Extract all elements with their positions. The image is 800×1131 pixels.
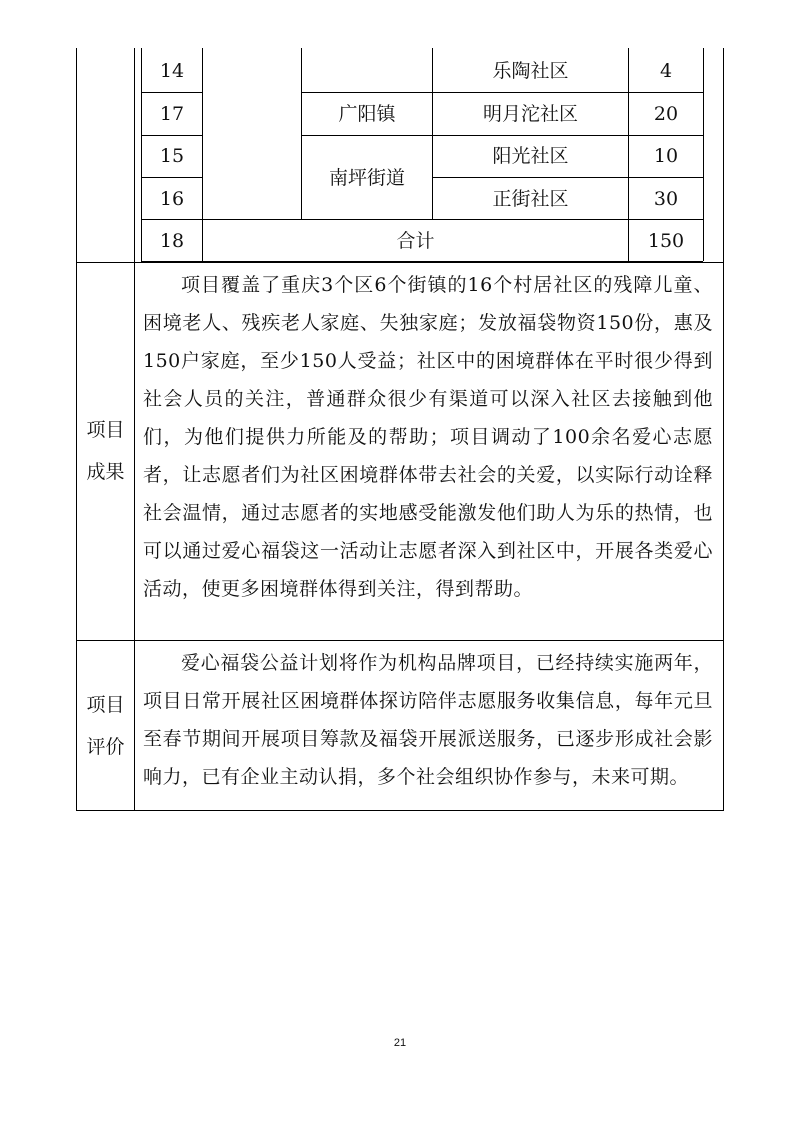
- table-border: [141, 219, 703, 220]
- table-border: [141, 135, 202, 136]
- table-border: [301, 135, 703, 136]
- table-border: [703, 48, 704, 261]
- table-border: [134, 48, 135, 810]
- count-cell: 10: [653, 145, 679, 167]
- community-cell: 明月沱社区: [482, 103, 578, 125]
- table-border: [301, 48, 302, 219]
- count-cell: 4: [659, 60, 673, 82]
- results-label: [77, 409, 134, 493]
- total-row-number: 18: [159, 230, 185, 252]
- row-number: 17: [159, 103, 185, 125]
- table-border: [76, 810, 724, 811]
- town-cell: 南坪街道: [328, 167, 405, 189]
- row-number: 14: [159, 60, 185, 82]
- evaluation-label-line1: 项目: [86, 694, 125, 716]
- page-number: 21: [393, 1037, 407, 1049]
- table-border: [76, 640, 724, 641]
- total-count: 150: [647, 230, 685, 252]
- results-paragraph: 项目覆盖了重庆3个区6个街镇的16个村居社区的残障儿童、困境老人、残疾老人家庭、失独家庭；发放福袋物资150份，惠及150户家庭，至少150人受益；社区中的困境群体在平时很少得到社会人员的关注，普通群众很少有渠道可以深入社区去接触到他们，为他们提供力所能及的帮助；项目调动了100余名爱心志愿者，让志愿者们为社区困境群体带去社会的关爱，以实际行动诠释社会温情，通过志愿者的实地感受能激发他们助人为乐的热情，也可以通过爱心福袋这一活动让志愿者深入到社区中，开展各类爱心活动，使更多困境群体得到关注，得到帮助。: [143, 274, 713, 600]
- count-cell: 20: [653, 103, 679, 125]
- table-border: [432, 177, 703, 178]
- evaluation-label-line2: 评价: [86, 736, 125, 758]
- table-border: [141, 177, 202, 178]
- table-border: [301, 92, 703, 93]
- count-cell: 30: [653, 188, 679, 210]
- community-cell: 阳光社区: [492, 145, 569, 167]
- results-label-line2: 成果: [86, 461, 125, 483]
- total-label: 合计: [396, 230, 435, 252]
- table-border: [723, 48, 724, 810]
- table-border: [141, 92, 202, 93]
- evaluation-label: [77, 684, 134, 768]
- row-number: 15: [159, 145, 185, 167]
- community-cell: 乐陶社区: [492, 60, 569, 82]
- row-number: 16: [159, 188, 185, 210]
- evaluation-paragraph: 爱心福袋公益计划将作为机构品牌项目，已经持续实施两年，项目日常开展社区困境群体探访陪伴志愿服务收集信息，每年元旦至春节期间开展项目筹款及福袋开展派送服务，已逐步形成社会影响力，已有企业主动认捐，多个社会组织协作参与，未来可期。: [143, 652, 713, 788]
- town-cell: 广阳镇: [338, 103, 396, 125]
- results-label-line1: 项目: [86, 419, 125, 441]
- table-border: [76, 262, 724, 263]
- community-cell: 正街社区: [492, 188, 569, 210]
